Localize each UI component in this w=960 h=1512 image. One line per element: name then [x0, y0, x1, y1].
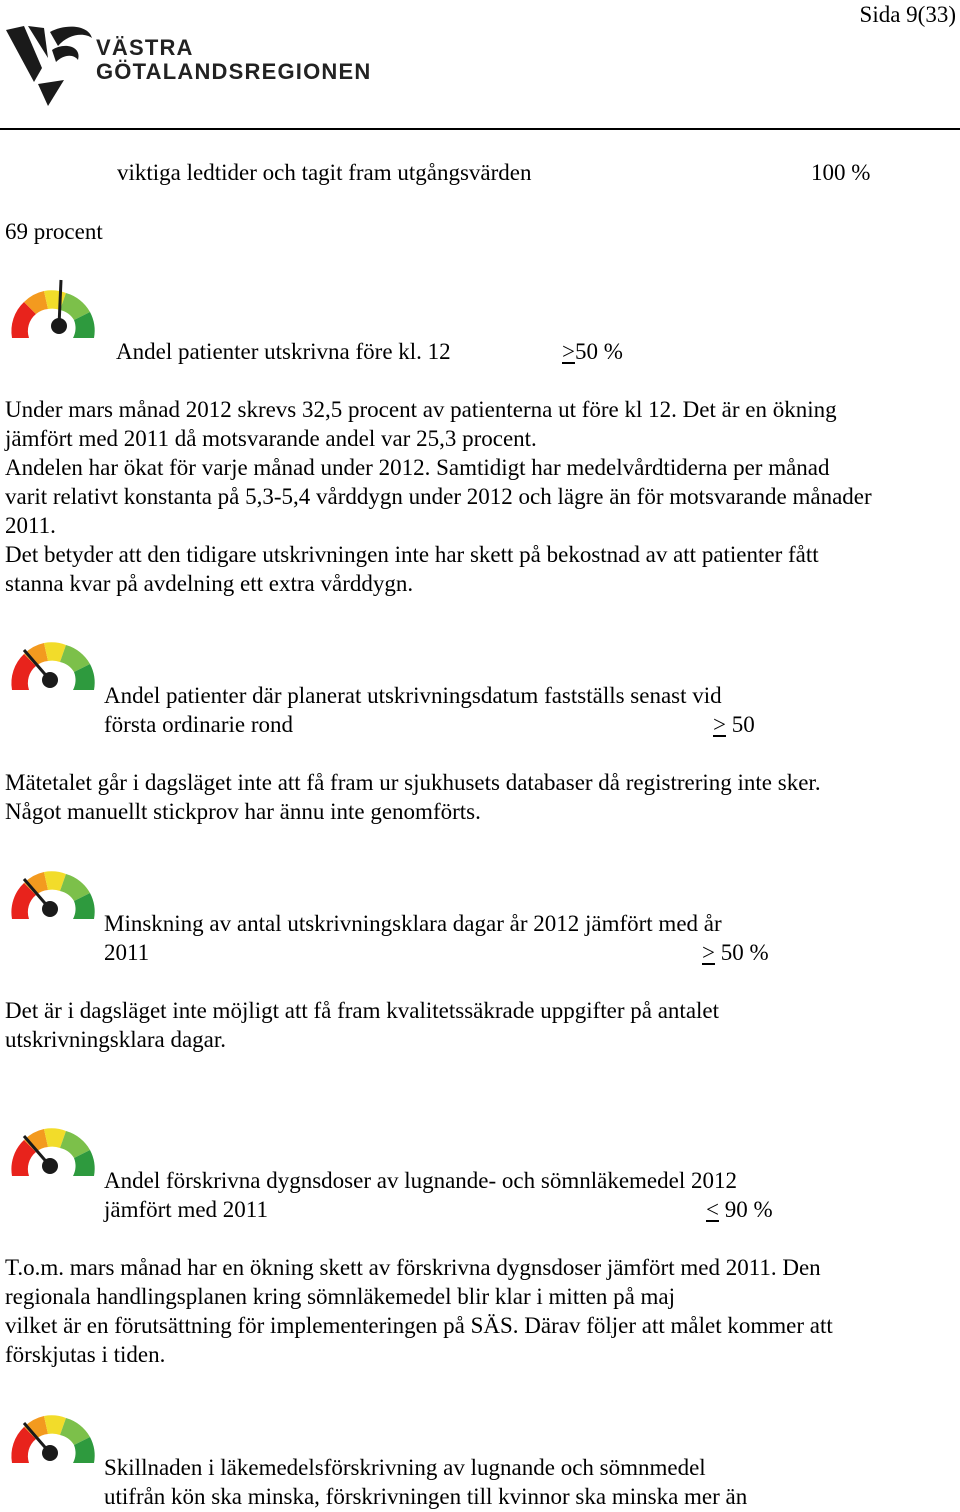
sedatives-title-line2: jämfört med 2011 [104, 1197, 268, 1222]
planned-date-title-line1: Andel patienter där planerat utskrivningsdatum fastställs senast vid [104, 683, 722, 708]
target-value: 50 % [574, 339, 623, 364]
target-sign: > [562, 339, 575, 364]
ready-days-title-line2: 2011 [104, 940, 150, 965]
vgr-logo-mark-icon [4, 22, 94, 108]
planned-date-title-line2: första ordinarie rond [104, 712, 294, 737]
sedatives-body: T.o.m. mars månad har en ökning skett av förskrivna dygnsdoser jämfört med 2011. Den regionala handlingsplanen kring sömnläkemedel blir klar i mitten på maj vilket är en förutsättning för implementeringen på SÄS. Därav följer att målet kommer att förskjutas i tiden. [5, 1255, 833, 1367]
logo-text [96, 36, 371, 84]
gender-title-line2: utifrån kön ska minska, förskrivningen till kvinnor ska minska mer än [104, 1484, 748, 1509]
discharge-noon-body: Under mars månad 2012 skrevs 32,5 procent av patienterna ut före kl 12. Det är en ökning jämfört med 2011 då motsvarande andel var 25,3 procent. Andelen har ökat för varje månad under 2012. Samtidigt har medelvårdtiderna per månad varit relativt konstanta på 5,3-5,4 vårddygn under 2012 och lägre än för motsvarande månader 2011. Det betyder att den tidigare utskrivningen inte har skett på bekostnad av att patienter fått stanna kvar på avdelning ett extra vårddygn. [5, 397, 872, 596]
gender-title-line1: Skillnaden i läkemedelsförskrivning av lugnande och sömnmedel [104, 1455, 706, 1480]
gauge-icon [6, 1401, 106, 1467]
ready-days-body: Det är i dagsläget inte möjligt att få fram kvalitetssäkrade uppgifter på antalet utskrivningsklara dagar. [5, 998, 720, 1052]
gauge-icon [6, 857, 106, 923]
planned-date-body: Mätetalet går i dagsläget inte att få fram ur sjukhusets databaser då registrering inte sker. Något manuellt stickprov har ännu inte genomförts. [5, 770, 821, 824]
target-value: 90 % [718, 1197, 773, 1222]
target-sign: > [713, 712, 726, 737]
logo-line-1: VÄSTRA [96, 35, 194, 60]
discharge-noon-title: Andel patienter utskrivna före kl. 12 [116, 339, 451, 364]
vgr-logo [4, 22, 394, 108]
logo-line-2: GÖTALANDSREGIONEN [96, 59, 372, 84]
gauge-icon [6, 1114, 106, 1180]
ready-days-target [702, 938, 769, 967]
target-sign: < [706, 1197, 719, 1222]
header-rule [0, 128, 960, 130]
measure-text: viktiga ledtider och tagit fram utgångsvärden [117, 160, 532, 185]
target-value: 50 [725, 712, 755, 737]
gauge-icon [6, 628, 106, 694]
measure-target: 100 % [811, 160, 871, 185]
target-sign: > [702, 940, 715, 965]
sedatives-target [706, 1195, 773, 1224]
gauge-icon [6, 276, 106, 342]
measure-result: 69 procent [5, 219, 103, 244]
page-number: Sida 9(33) [859, 2, 956, 27]
target-value: 50 % [714, 940, 769, 965]
discharge-noon-target [562, 337, 623, 366]
ready-days-title-line1: Minskning av antal utskrivningsklara dagar år 2012 jämfört med år [104, 911, 722, 936]
sedatives-title-line1: Andel förskrivna dygnsdoser av lugnande- och sömnläkemedel 2012 [104, 1168, 737, 1193]
planned-date-target [713, 710, 755, 739]
